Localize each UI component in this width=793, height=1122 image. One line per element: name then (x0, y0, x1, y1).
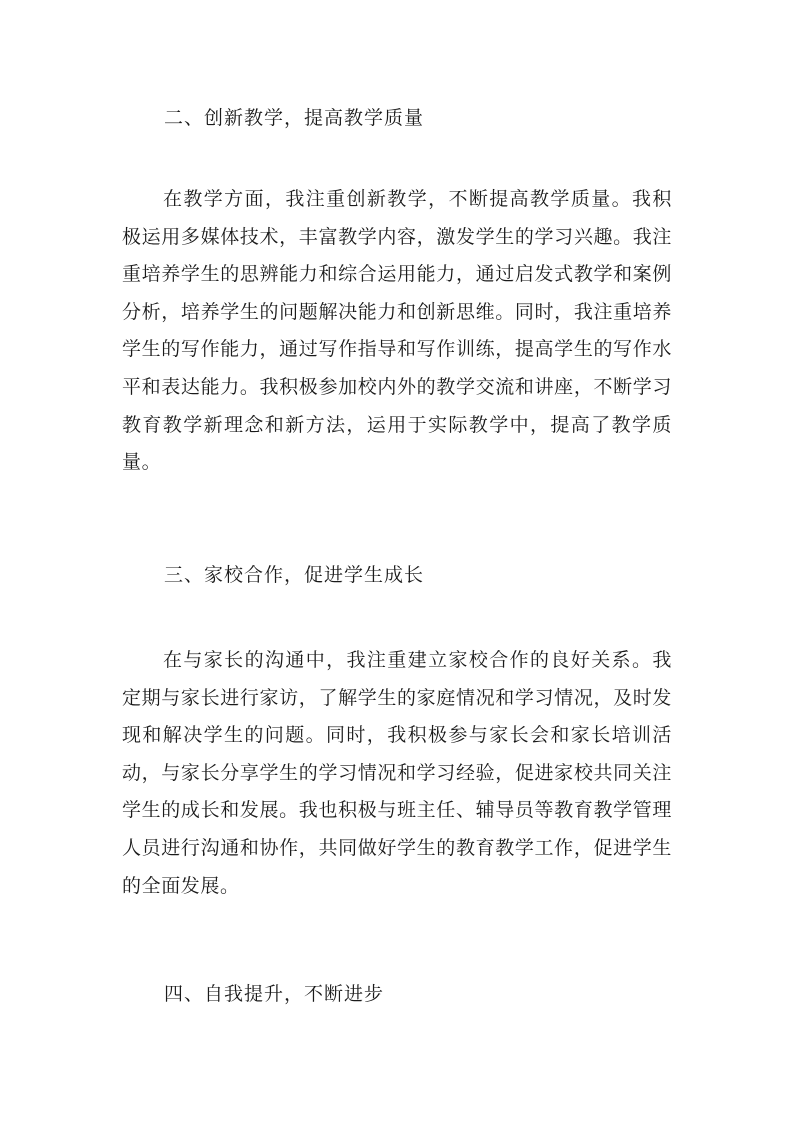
section-heading-home-school-cooperation: 三、家校合作，促进学生成长 (164, 564, 425, 586)
section-body-innovative-teaching: 在教学方面，我注重创新教学，不断提高教学质量。我积极运用多媒体技术，丰富教学内容，激发学生的学习兴趣。我注重培养学生的思辨能力和综合运用能力，通过启发式教学和案例分析，培养学生的问题解决能力和创新思维。同时，我注重培养学生的写作能力，通过写作指导和写作训练，提高学生的写作水平和表达能力。我积极参加校内外的教学交流和讲座，不断学习教育教学新理念和新方法，运用于实际教学中，提高了教学质量。 (122, 188, 672, 474)
section-body-home-school-cooperation: 在与家长的沟通中，我注重建立家校合作的良好关系。我定期与家长进行家访，了解学生的家庭情况和学习情况，及时发现和解决学生的问题。同时，我积极参与家长会和家长培训活动，与家长分享学生的学习情况和学习经验，促进家校共同关注学生的成长和发展。我也积极与班主任、辅导员等教育教学管理人员进行沟通和协作，共同做好学生的教育教学工作，促进学生的全面发展。 (122, 649, 672, 897)
section-heading-self-improvement: 四、自我提升，不断进步 (164, 983, 385, 1005)
section-heading-innovative-teaching: 二、创新教学，提高教学质量 (164, 107, 425, 129)
